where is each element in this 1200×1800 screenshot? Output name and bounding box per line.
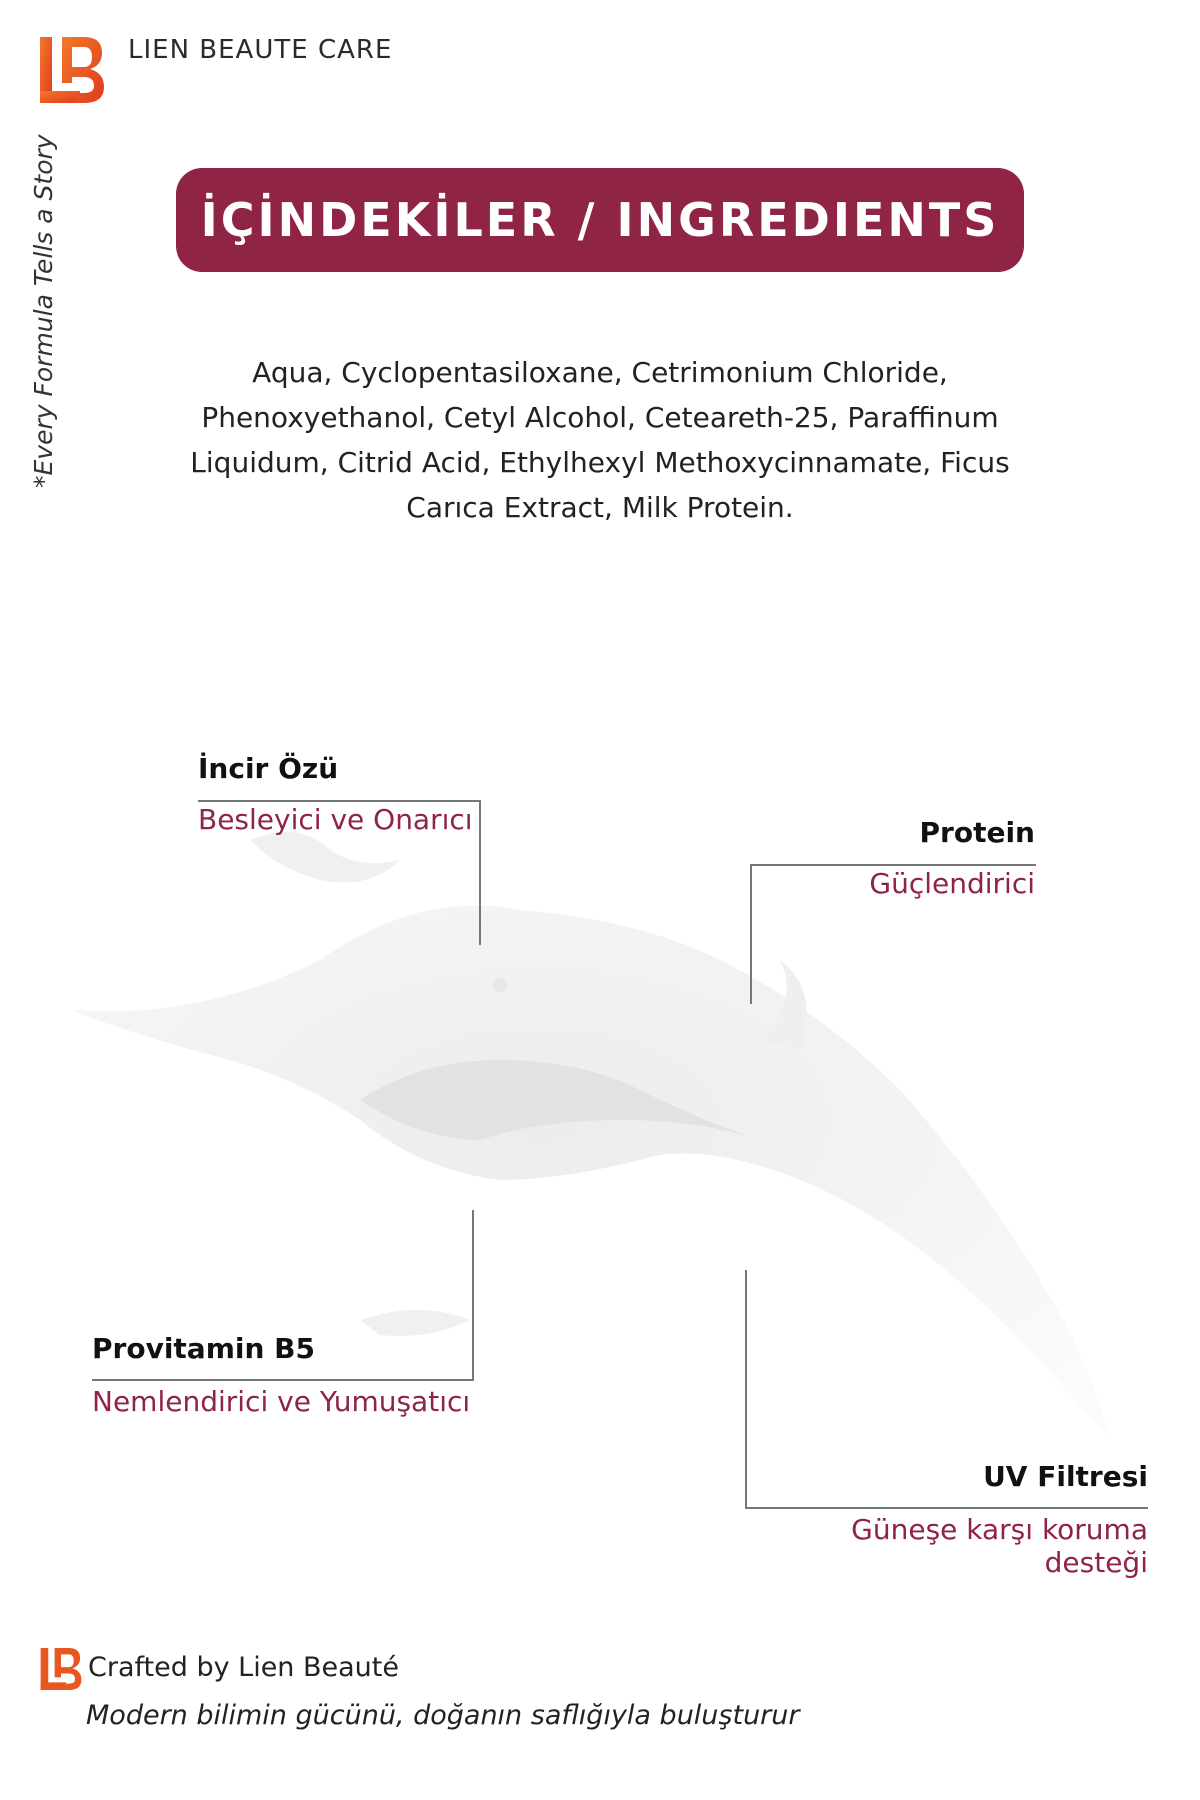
callout-title: UV Filtresi <box>983 1460 1148 1493</box>
callout-fig-extract <box>198 752 473 836</box>
callout-desc: Güneşe karşı koruma desteği <box>851 1513 1148 1579</box>
connector-line <box>750 864 752 1004</box>
banner-title: İÇİNDEKİLER / INGREDIENTS <box>200 193 1000 247</box>
connector-line <box>479 800 481 945</box>
callout-title: Protein <box>919 816 1035 849</box>
callout-desc: Besleyici ve Onarıcı <box>198 803 473 836</box>
callout-title: İncir Özü <box>198 752 339 785</box>
brand-name: LIEN BEAUTE CARE <box>128 35 393 65</box>
connector-line <box>750 864 1036 866</box>
callout-title: Provitamin B5 <box>92 1332 315 1365</box>
callout-desc: Güçlendirici <box>869 867 1035 900</box>
motto-text: Modern bilimin gücünü, doğanın saflığıyla buluşturur <box>86 1700 800 1731</box>
connector-line <box>198 800 480 802</box>
callout-provitamin-b5 <box>92 1332 470 1418</box>
tagline: *Every Formula Tells a Story <box>29 134 58 488</box>
callout-desc: Nemlendirici ve Yumuşatıcı <box>92 1385 471 1418</box>
lb-logo-small-icon <box>40 1648 82 1690</box>
connector-line <box>472 1210 474 1380</box>
ingredients-list: Aqua, Cyclopentasiloxane, Cetrimonium Chloride, Phenoxyethanol, Cetyl Alcohol, Ceteareth-25, Paraffinum Liquidum, Citrid Acid, Ethylhexyl Methoxycinnamate, Ficus Carıca Extract, Milk Protein. <box>190 356 1010 524</box>
callout-uv-filter <box>745 1460 1148 1579</box>
callout-protein <box>750 816 1035 900</box>
ingredients-banner <box>176 168 1024 272</box>
crafted-by-text: Crafted by Lien Beauté <box>88 1652 399 1683</box>
lb-logo-icon <box>40 37 104 103</box>
